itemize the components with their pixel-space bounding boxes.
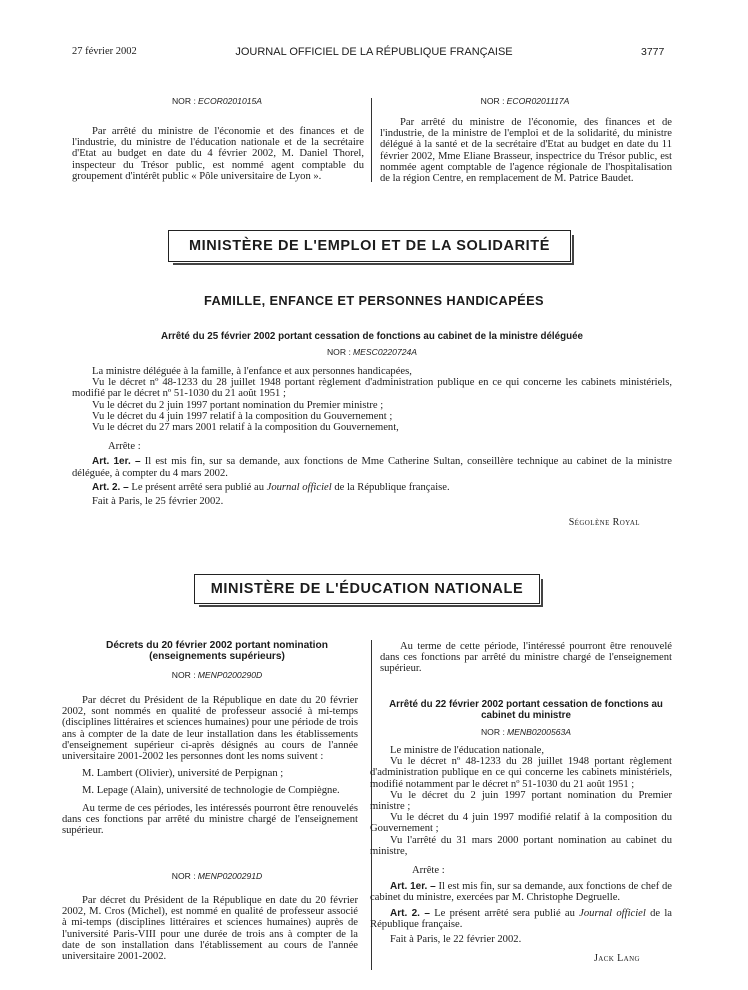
done-line: Fait à Paris, le 25 février 2002. <box>92 496 224 508</box>
nor-line: NOR : MENP0200291D <box>171 871 263 881</box>
journal-title: JOURNAL OFFICIEL DE LA RÉPUBLIQUE FRANÇAISE <box>235 46 513 58</box>
arrete-word: Arrête : <box>108 441 141 453</box>
renewal-paragraph: Au terme de ces périodes, les intéressés pourront être renouvelés dans ces fonctions par arrêté du ministre chargé de l'enseignement supérieur. <box>62 802 358 837</box>
arrete-body <box>370 745 672 945</box>
paragraph-thorel: Par arrêté du ministre de l'économie et des finances et de l'industrie, du ministre de l'éducation nationale et de la secrétaire d'Etat au budget en date du 4 février 2002, M. Daniel Thorel, inspecteur du Trésor public, est nommé agent comptable du groupement d'intérêt public « Pôle universitaire de Lyon ». <box>72 126 364 182</box>
page-date: 27 février 2002 <box>72 46 137 57</box>
visa-line: Vu le décret du 2 juin 1997 portant nomination du Premier ministre ; <box>370 789 672 813</box>
arrete-title: Arrêté du 25 février 2002 portant cessation de fonctions au cabinet de la ministre déléguée <box>161 331 583 342</box>
decret-paragraph: Par décret du Président de la République en date du 20 février 2002, sont nommés en qualité de professeur associé à mi-temps (disciplines littéraires et sciences humaines) pour une période de trois ans à compter de la date de leur installation dans les établissements d'enseignement supérieur ci-après désignés au cours de l'année universitaire 2001-2002 les personnes dont les noms suivent : <box>62 695 358 763</box>
visa-line: Vu le décret du 2 juin 1997 portant nomination du Premier ministre ; <box>92 399 384 411</box>
intro-line: La ministre déléguée à la famille, à l'enfance et aux personnes handicapées, <box>92 366 412 377</box>
ministry-title-box: MINISTÈRE DE L'EMPLOI ET DE LA SOLIDARITÉ <box>168 230 571 262</box>
nomination-line: M. Lepage (Alain), université de technologie de Compiègne. <box>82 785 340 797</box>
ministry-title-box: MINISTÈRE DE L'ÉDUCATION NATIONALE <box>194 574 540 604</box>
article-1: Art. 1er. – Il est mis fin, sur sa demande, aux fonctions de Mme Catherine Sultan, conseillère technique au cabinet de la ministre déléguée, à compter du 4 mars 2002. <box>72 456 672 479</box>
visa-line: Vu le décret nº 48-1233 du 28 juillet 1948 portant règlement d'administration publique en ce qui concerne les cabinets ministériels, modifié notamment par le décret nº 51-1030 du 21 août 1951 ; <box>370 756 672 790</box>
article-2: Art. 2. – Le présent arrêté sera publié au Journal officiel de la République française. <box>370 907 672 930</box>
arrete-title: Arrêté du 22 février 2002 portant cessation de fonctions au cabinet du ministre <box>389 699 663 721</box>
article-1: Art. 1er. – Il est mis fin, sur sa demande, aux fonctions de chef de cabinet du ministre, exercées par M. Christophe Degruelle. <box>370 881 672 904</box>
article-2: Art. 2. – Le présent arrêté sera publié au Journal officiel de la République française. <box>92 481 450 493</box>
section-title: FAMILLE, ENFANCE ET PERSONNES HANDICAPÉES <box>204 293 544 308</box>
visa-line: Vu le décret du 27 mars 2001 relatif à la composition du Gouvernement, <box>92 422 399 434</box>
intro-line: Le ministre de l'éducation nationale, <box>390 745 544 756</box>
signature: Jack Lang <box>593 953 640 964</box>
decrets-title: Décrets du 20 février 2002 portant nomination (enseignements supérieurs) <box>106 640 328 662</box>
visa-line: Vu le décret nº 48-1233 du 28 juillet 1948 portant règlement d'administration publique en ce qui concerne les cabinets ministériels, modifié par le décret nº 51-1030 du 21 août 1951 ; <box>72 377 672 400</box>
arrete-word: Arrête : <box>412 865 445 877</box>
arrete-body <box>72 366 672 507</box>
signature: Ségolène Royal <box>568 517 640 528</box>
nor-line: NOR : ECOR0201015A <box>171 96 263 106</box>
decret-body-1 <box>62 695 358 836</box>
nor-line: NOR : MENB0200563A <box>480 727 572 737</box>
nomination-line: M. Lambert (Olivier), université de Perpignan ; <box>82 768 284 780</box>
column-divider-top <box>371 98 372 182</box>
visa-line: Vu l'arrêté du 31 mars 2000 portant nomination au cabinet du ministre, <box>370 834 672 857</box>
nor-line: NOR : MENP0200290D <box>171 670 263 680</box>
nor-line: NOR : ECOR0201117A <box>480 96 570 106</box>
paragraph-brasseur: Par arrêté du ministre de l'économie, des finances et de l'industrie, de la ministre de l'emploi et de la solidarité, du ministre délégué à la santé et de la secrétaire d'Etat au budget en date du 11 février 2002, Mme Eliane Brasseur, inspectrice du Trésor public, est nommée agent comptable de l'agence régionale de l'hospitalisation de la région Centre, en remplacement de M. Patrice Baudet. <box>380 117 672 185</box>
visa-line: Vu le décret du 4 juin 1997 modifié relatif à la composition du Gouvernement ; <box>370 812 672 835</box>
renewal-paragraph: Au terme de cette période, l'intéressé pourront être renouvelé dans ces fonctions par arrêté du ministre chargé de l'enseignement supérieur. <box>380 641 672 675</box>
decret-paragraph-cros: Par décret du Président de la République en date du 20 février 2002, M. Cros (Michel), est nommé en qualité de professeur associé à mi-temps (disciplines littéraires et sciences humaines) auprès de l'université Paris-VIII pour une durée de trois ans à compter de la date de son installation dans l'établissement au cours de l'année universitaire 2001-2002. <box>62 895 358 963</box>
done-line: Fait à Paris, le 22 février 2002. <box>390 934 522 946</box>
page-number: 3777 <box>641 46 665 58</box>
visa-line: Vu le décret du 4 juin 1997 relatif à la composition du Gouvernement ; <box>92 410 393 422</box>
nor-line: NOR : MESC0220724A <box>326 347 418 357</box>
